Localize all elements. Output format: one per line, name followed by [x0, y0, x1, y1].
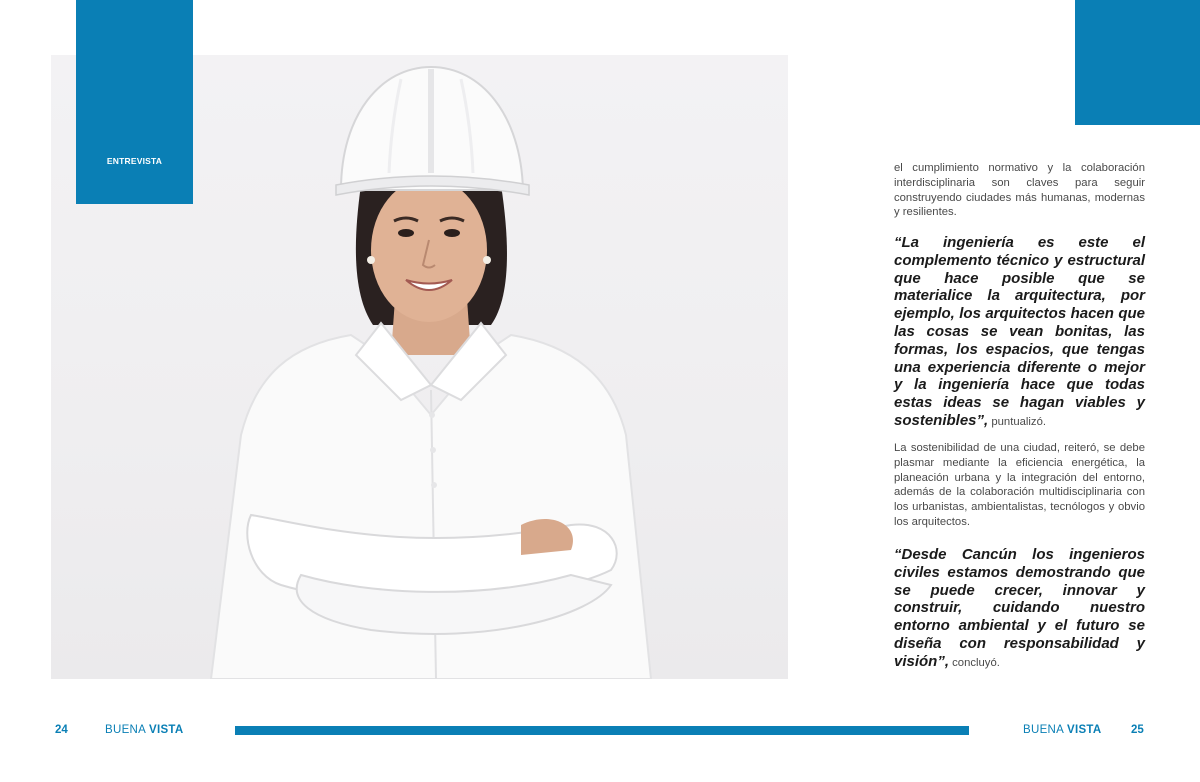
article-paragraph-2: La sostenibilidad de una ciudad, reiteró, se debe plasmar mediante la eficiencia energética, la planeación urbana y la integración del entorno, además de la colaboración multidisciplinaria con los urbanistas, ambientalistas, tecnólogos y obvio los arquitectos. — [894, 442, 1145, 528]
footer-divider-bar — [235, 726, 969, 735]
pull-quote-1-text: “La ingeniería es este el complemento técnico y estructural que hace posible que se materialice la arquitectura, por ejemplo, los arquitectos hacen que las cosas se vean bonitas, las formas, los espacios, que tengas una experiencia diferente o mejor y la ingeniería hace que todas estas ideas se hagan viables y sostenibles”, — [894, 234, 1145, 429]
left-brand-second: VISTA — [149, 724, 184, 736]
right-page-number: 25 — [1131, 724, 1144, 736]
pull-quote-1 — [894, 234, 1145, 430]
pull-quote-2-attribution: concluyó. — [952, 656, 1000, 669]
section-label: ENTREVISTA — [106, 156, 163, 166]
pull-quote-1-attribution: puntualizó. — [991, 415, 1046, 428]
left-brand-name — [105, 724, 184, 736]
left-brand-first: BUENA — [105, 724, 146, 736]
corner-accent-block — [1075, 0, 1200, 125]
article-paragraph-1: el cumplimiento normativo y la colaboración interdisciplinaria son claves para seguir construyendo ciudades más humanas, modernas y resilientes. — [894, 162, 1145, 219]
section-tab — [76, 0, 193, 204]
right-brand-name — [1023, 724, 1102, 736]
pull-quote-2-text: “Desde Cancún los ingenieros civiles estamos demostrando que se puede crecer, innovar y construir, cuidando nuestro entorno ambiental y el futuro se diseña con responsabilidad y visión”, — [894, 546, 1145, 670]
right-brand-second: VISTA — [1067, 724, 1102, 736]
pull-quote-2 — [894, 546, 1145, 671]
left-page-number: 24 — [55, 724, 68, 736]
right-brand-first: BUENA — [1023, 724, 1064, 736]
